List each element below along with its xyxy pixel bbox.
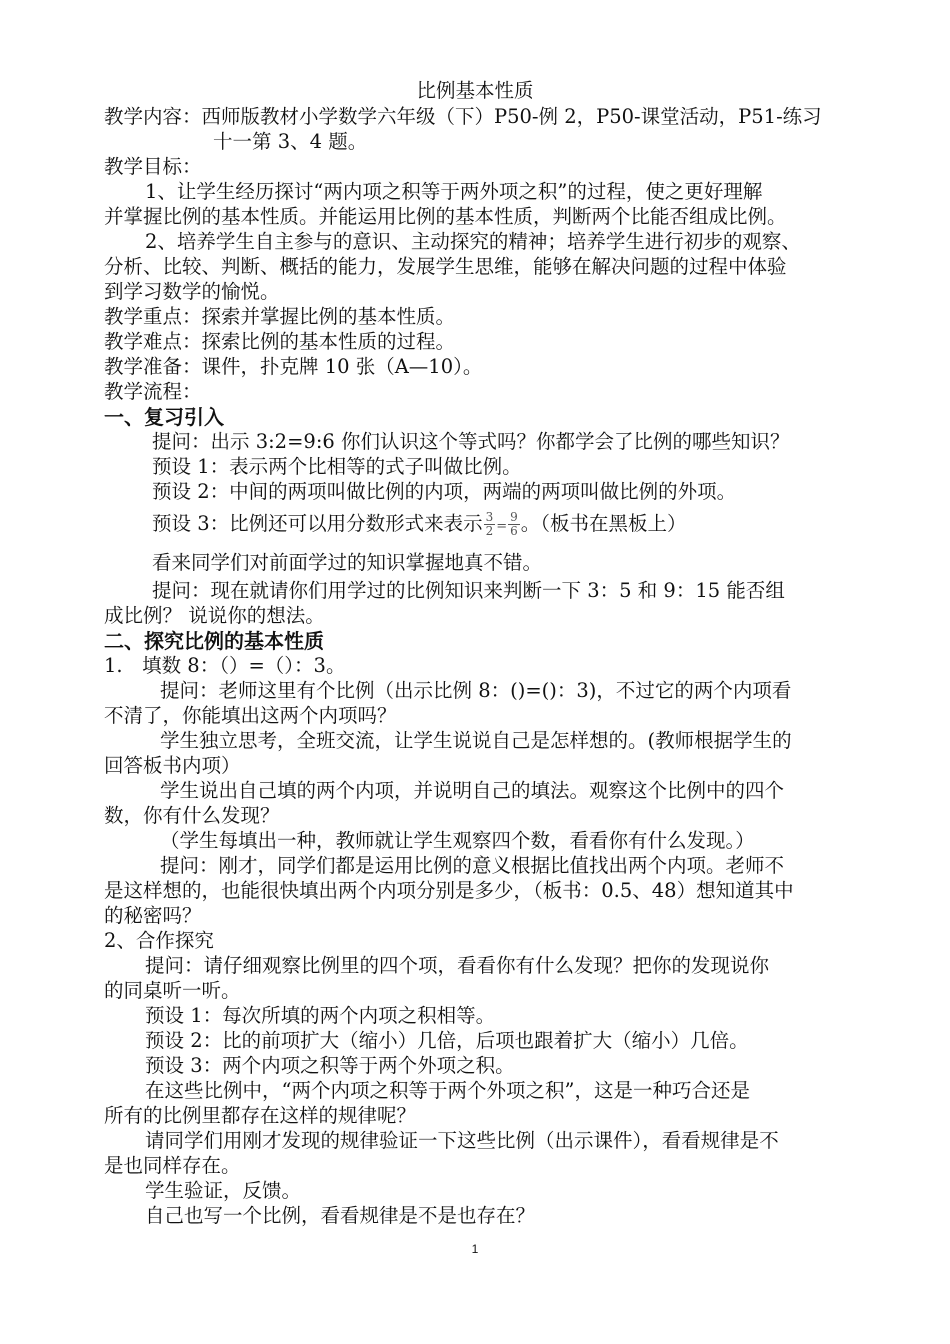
teaching-content-continued: 十一第 3、4 题。	[213, 130, 368, 153]
coop-preset-1: 预设 1：每次所填的两个内项之积相等。	[145, 1004, 496, 1027]
review-question: 提问：出示 3:2=9:6 你们认识这个等式吗？你都学会了比例的哪些知识？	[152, 430, 790, 453]
teacher-remark-continued: 是这样想的，也能很快填出两个内项分别是多少，（板书：0.5、48）想知道其中	[104, 879, 794, 902]
coincidence-question: 在这些比例中，“两个内项之积等于两个外项之积”，这是一种巧合还是	[145, 1079, 750, 1102]
student-thinking: 学生独立思考，全班交流，让学生说说自己是怎样想的。(教师根据学生的	[160, 729, 792, 752]
preset-3-end: 。（板书在黑板上）	[520, 512, 687, 535]
section-1-heading: 一、复习引入	[104, 405, 224, 429]
fill-in-task: 1. 填数 8：（）=（）：3。	[104, 654, 346, 677]
cooperative-question: 提问：请仔细观察比例里的四个项，看看你有什么发现？把你的发现说你	[145, 954, 770, 977]
preset-1: 预设 1：表示两个比相等的式子叫做比例。	[152, 455, 522, 478]
document-title: 比例基本性质	[416, 79, 534, 102]
preset-3-text: 预设 3：比例还可以用分数形式来表示	[152, 512, 483, 535]
objective-1-continued: 并掌握比例的基本性质。并能运用比例的基本性质，判断两个比能否组成比例。	[104, 205, 787, 228]
difficulty-line: 教学难点：探索比例的基本性质的过程。	[104, 330, 456, 353]
review-summary: 看来同学们对前面学过的知识掌握地真不错。	[152, 551, 543, 574]
objective-2-end: 到学习数学的愉悦。	[104, 280, 280, 303]
preset-3-line	[152, 511, 687, 540]
objective-1-line: 1、让学生经历探讨“两内项之积等于两外项之积”的过程，使之更好理解	[145, 180, 763, 203]
key-point-line: 教学重点：探索并掌握比例的基本性质。	[104, 305, 456, 328]
observation-note: （学生每填出一种，教师就让学生观察四个数，看看你有什么发现。）	[160, 829, 755, 852]
process-heading: 教学流程：	[104, 380, 202, 403]
cooperative-question-continued: 的同桌听一听。	[104, 979, 241, 1002]
fraction-left-numerator: 3	[485, 510, 494, 524]
teaching-content-line: 教学内容：西师版教材小学数学六年级（下）P50-例 2，P50-课堂活动，P51-练习	[104, 105, 822, 128]
student-verify: 学生验证，反馈。	[145, 1179, 302, 1202]
preset-2: 预设 2：中间的两项叫做比例的内项，两端的两项叫做比例的外项。	[152, 480, 737, 503]
coincidence-question-continued: 所有的比例里都存在这样的规律呢？	[104, 1104, 417, 1127]
section-2-heading: 二、探究比例的基本性质	[104, 629, 324, 653]
teacher-remark: 提问：刚才，同学们都是运用比例的意义根据比值找出两个内项。老师不	[160, 854, 785, 877]
fraction-left	[484, 511, 496, 538]
verify-instruction-continued: 是也同样存在。	[104, 1154, 241, 1177]
student-explain: 学生说出自己填的两个内项，并说明自己的填法。观察这个比例中的四个	[160, 779, 785, 802]
teacher-remark-end: 的秘密吗？	[104, 904, 202, 927]
coop-preset-3: 预设 3：两个内项之积等于两个外项之积。	[145, 1054, 515, 1077]
preparation-line: 教学准备：课件，扑克牌 10 张（A—10）。	[104, 355, 483, 378]
objective-2-line: 2、培养学生自主参与的意识、主动探究的精神；培养学生进行初步的观察、	[145, 230, 801, 253]
verify-instruction: 请同学们用刚才发现的规律验证一下这些比例（出示课件），看看规律是不	[145, 1129, 779, 1152]
objective-2-continued: 分析、比较、判断、概括的能力，发展学生思维，能够在解决问题的过程中体验	[104, 255, 787, 278]
fraction-right	[508, 511, 520, 538]
teacher-question: 提问：老师这里有个比例（出示比例 8：()=()：3)，不过它的两个内项看	[160, 679, 792, 702]
objectives-heading: 教学目标：	[104, 155, 202, 178]
write-own-ratio: 自己也写一个比例，看看规律是不是也存在？	[145, 1204, 536, 1227]
judge-question: 提问：现在就请你们用学过的比例知识来判断一下 3：5 和 9：15 能否组	[152, 579, 785, 602]
fraction-equals: =	[496, 519, 508, 534]
fraction-left-denominator: 2	[485, 524, 494, 538]
teacher-question-continued: 不清了，你能填出这两个内项吗？	[104, 704, 397, 727]
coop-preset-2: 预设 2：比的前项扩大（缩小）几倍，后项也跟着扩大（缩小）几倍。	[145, 1029, 749, 1052]
student-explain-continued: 数，你有什么发现？	[104, 804, 280, 827]
cooperative-heading: 2、合作探究	[104, 929, 214, 952]
fraction-right-denominator: 6	[510, 524, 518, 538]
student-thinking-continued: 回答板书内项）	[104, 754, 241, 777]
fraction-right-numerator: 9	[510, 510, 518, 524]
page-number: 1	[471, 1242, 479, 1256]
judge-question-continued: 成比例？ 说说你的想法。	[104, 604, 325, 627]
